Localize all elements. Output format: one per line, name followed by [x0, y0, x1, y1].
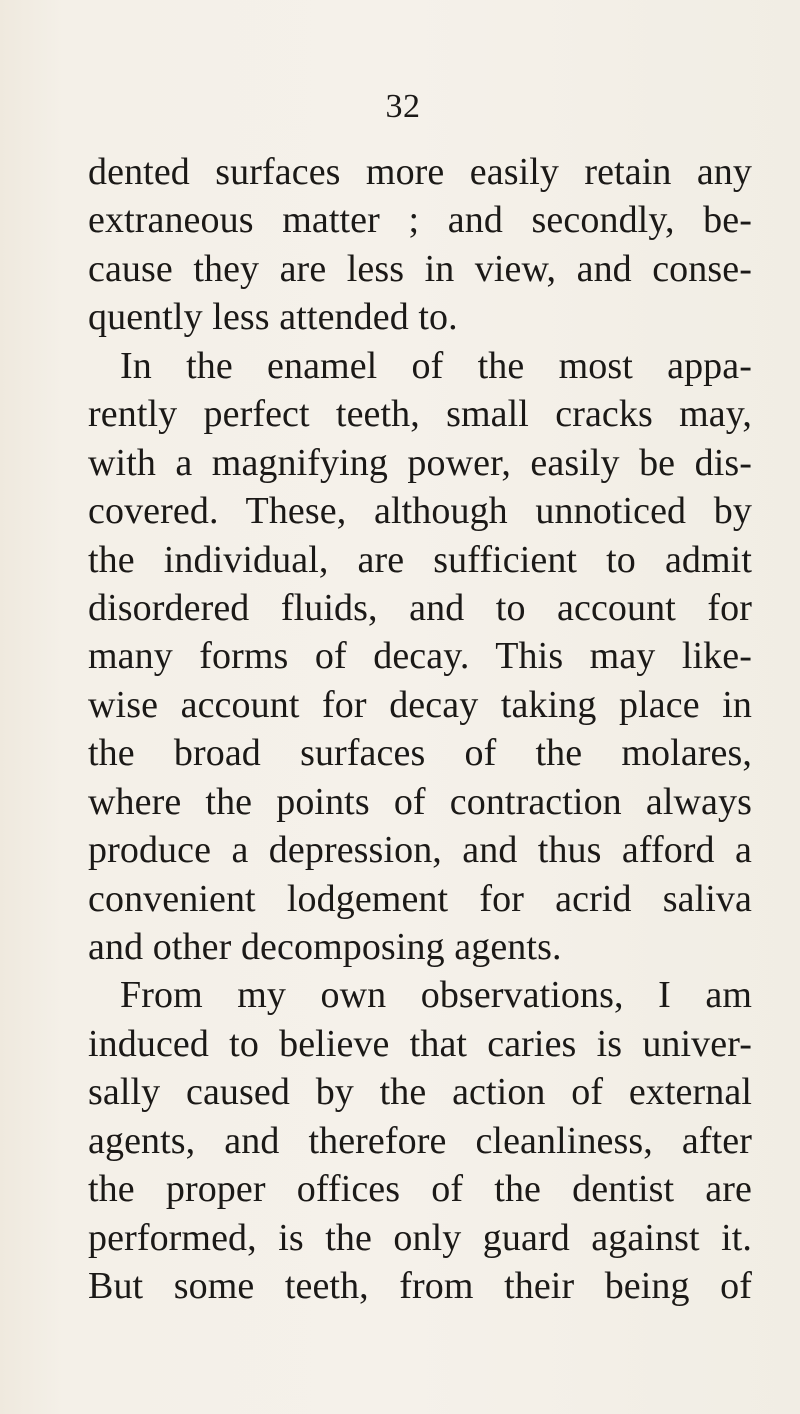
- text-line-12: wise account for decay taking place in: [88, 683, 752, 726]
- text-line-21: agents, and therefore cleanliness, after: [88, 1119, 752, 1162]
- text-line-22: the proper offices of the dentist are: [88, 1168, 752, 1211]
- text-line-5: In the enamel of the most appa-: [120, 344, 752, 387]
- text-line-13: the broad surfaces of the molares,: [88, 732, 752, 775]
- body-text: [88, 148, 752, 1311]
- text-line-20: sally caused by the action of external: [88, 1071, 752, 1114]
- text-line-2: extraneous matter ; and secondly, be-: [88, 199, 752, 242]
- text-line-17: and other decomposing agents.: [88, 926, 562, 968]
- text-line-23: performed, is the only guard against it.: [88, 1216, 752, 1259]
- text-line-7: with a magnifying power, easily be dis-: [88, 441, 752, 484]
- text-line-9: the individual, are sufficient to admit: [88, 538, 752, 581]
- text-line-16: convenient lodgement for acrid saliva: [88, 877, 752, 920]
- text-line-8: covered. These, although unnoticed by: [88, 490, 752, 533]
- text-line-1: dented surfaces more easily retain any: [88, 151, 752, 193]
- text-line-24: But some teeth, from their being of: [88, 1265, 752, 1308]
- text-line-11: many forms of decay. This may like-: [88, 635, 752, 678]
- text-line-14: where the points of contraction always: [88, 780, 752, 823]
- text-line-10: disordered fluids, and to account for: [88, 586, 752, 629]
- text-line-4: quently less attended to.: [88, 296, 458, 339]
- text-line-3: cause they are less in view, and conse-: [88, 247, 752, 290]
- text-line-15: produce a depression, and thus afford a: [88, 829, 752, 872]
- text-line-18: From my own observations, I am: [120, 974, 752, 1017]
- text-line-6: rently perfect teeth, small cracks may,: [88, 393, 752, 436]
- page-number: 32: [385, 88, 421, 125]
- text-line-19: induced to believe that caries is univer-: [88, 1022, 752, 1065]
